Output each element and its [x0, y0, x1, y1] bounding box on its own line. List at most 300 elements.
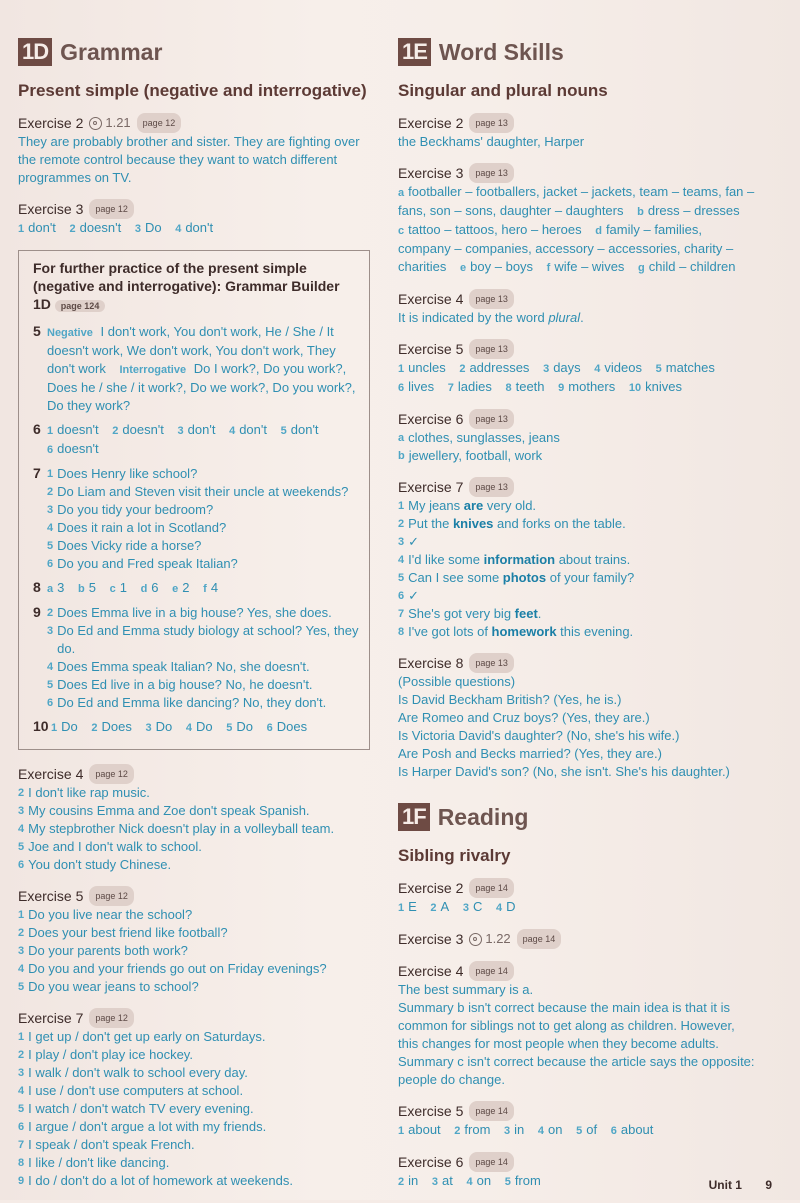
- answer-item: [186, 719, 213, 734]
- item-text: Put the knives and forks on the table.: [408, 516, 626, 531]
- word-skills-exercise-8: Exercise 8 page 13 (Possible questions) Is David Beckham British? (Yes, he is.) Are Romeo and Cruz boys? (Yes, they are.) Is Victoria David's daughter? (No, she's his wife.) Are Posh and Becks married? (Yes, they are.) Is Harper David's son? (No, she isn't. She's his daughter.): [398, 653, 758, 781]
- answer-item: [18, 856, 370, 874]
- item-number: 1: [398, 500, 405, 512]
- answer-item: [430, 899, 449, 914]
- answer-item: [398, 379, 434, 394]
- item-number: 1: [18, 1031, 25, 1043]
- item-text: Do: [155, 719, 173, 734]
- answer-item: [18, 838, 370, 856]
- item-number: 5: [18, 841, 25, 853]
- item-number: 2: [454, 1125, 461, 1137]
- answer-line: Are Posh and Becks married? (Yes, they are.): [398, 746, 662, 761]
- answer-text: They are probably brother and sister. They are fighting over the remote control because they want to watch different programmes on TV.: [18, 134, 360, 185]
- item-text: don't: [187, 422, 216, 437]
- interrogative-label: Interrogative: [119, 364, 187, 376]
- answer-item: [18, 1136, 370, 1154]
- page-ref: page 12: [89, 199, 134, 219]
- page-ref: page 14: [469, 961, 514, 981]
- cd-icon: [469, 933, 482, 946]
- exercise-5: Exercise 5 page 12 1 Do you live near the school? 2 Does your best friend like football? 3 Do your parents both work? 4 Do you and your friends go out on Friday evenings? 5 Do you wear jeans to school?: [18, 886, 370, 996]
- item-text: lives: [408, 379, 435, 394]
- item-number: 4: [398, 554, 405, 566]
- answer-item: [47, 519, 348, 537]
- answer-item: [466, 1173, 491, 1188]
- answer-item: [398, 1122, 441, 1137]
- answer-item: [135, 220, 162, 235]
- item-text: I do / don't do a lot of homework at weekends.: [28, 1173, 293, 1188]
- item-text: I argue / don't argue a lot with my friends.: [28, 1119, 267, 1134]
- item-number: 6: [47, 558, 54, 570]
- item-text: ✓: [408, 534, 420, 549]
- item-number: 5: [576, 1125, 583, 1137]
- answer-item: [141, 580, 159, 595]
- grammar-builder-box: [18, 250, 370, 750]
- answer-item: [18, 924, 370, 942]
- answer-item: [18, 906, 370, 924]
- item-text: 4: [210, 580, 219, 595]
- item-number: 9: [558, 382, 565, 394]
- box-title: For further practice of the present simple (negative and interrogative): Grammar Builder 1D page 124: [33, 260, 340, 312]
- item-number: 4: [47, 522, 54, 534]
- item-number: 5: [655, 363, 662, 375]
- section-title: Word Skills: [438, 38, 564, 65]
- item-number: 6: [18, 1121, 25, 1133]
- item-number: f: [203, 583, 207, 595]
- item-text: mothers: [568, 379, 616, 394]
- answer-item: [398, 551, 758, 569]
- builder-exercise-9: 9 2 Does Emma live in a big house? Yes, she does. 3 Do Ed and Emma study biology at school? Yes, they do. 4 Does Emma speak Italian? No, she doesn't. 5 Does Ed live in a big house? No, he doesn't. 6 Do Ed and Emma like dancing? No, they don't.: [33, 604, 359, 710]
- answer-item: [18, 1064, 370, 1082]
- word-skills-exercise-4: Exercise 4 page 13 It is indicated by the word plural.: [398, 291, 584, 325]
- item-number: 3: [18, 945, 25, 957]
- answer-item: [18, 978, 370, 996]
- item-number: 5: [47, 540, 54, 552]
- item-number: 4: [229, 425, 236, 437]
- word-skills-exercise-2: Exercise 2 page 13 the Beckhams' daughter, Harper: [398, 115, 585, 149]
- answer-item: [47, 483, 348, 501]
- item-number: 10: [628, 382, 642, 394]
- item-number: 2: [398, 518, 405, 530]
- item-number: 4: [466, 1176, 473, 1188]
- page-ref: page 12: [89, 1008, 134, 1028]
- item-number: 3: [462, 902, 469, 914]
- answer-item: [18, 1100, 370, 1118]
- item-number: 5: [504, 1176, 511, 1188]
- answer-item: [398, 587, 758, 605]
- item-number: e: [460, 262, 467, 274]
- answer-item: [505, 1173, 541, 1188]
- exercise-title: Exercise 2: [18, 115, 84, 131]
- item-number: 2: [112, 425, 119, 437]
- item-number: 4: [18, 823, 25, 835]
- answer-item: [18, 1082, 370, 1100]
- item-text: doesn't: [79, 220, 122, 235]
- item-number: 1: [398, 902, 405, 914]
- answer-item: [18, 820, 370, 838]
- page-ref: page 13: [469, 653, 514, 673]
- answer-item: [459, 360, 529, 375]
- item-text: I walk / don't walk to school every day.: [28, 1065, 248, 1080]
- section-title: Grammar: [60, 38, 163, 65]
- answer-item: [18, 1172, 370, 1190]
- item-number: 5: [18, 1103, 25, 1115]
- item-number: 5: [47, 679, 54, 691]
- item-text: You don't study Chinese.: [28, 857, 172, 872]
- answer-item: [18, 1118, 370, 1136]
- answer-item: [656, 360, 715, 375]
- item-text: Do Liam and Steven visit their uncle at weekends?: [57, 484, 349, 499]
- answer-item: [398, 623, 758, 641]
- item-text: dress – dresses: [647, 203, 740, 218]
- answer-item: [47, 555, 348, 573]
- builder-exercise-7: 7 1 Does Henry like school? 2 Do Liam and Steven visit their uncle at weekends? 3 Do you tidy your bedroom? 4 Does it rain a lot in Scotland? 5 Does Vicky ride a horse? 6 Do you and Fred speak Italian?: [33, 465, 349, 571]
- item-text: Do: [61, 719, 78, 734]
- word-skills-exercise-6: Exercise 6 page 13 a clothes, sunglasses, jeans b jewellery, football, work: [398, 409, 758, 465]
- item-text: from: [514, 1173, 541, 1188]
- item-number: 6: [398, 382, 405, 394]
- item-text: jewellery, football, work: [408, 448, 543, 463]
- page-ref: page 14: [517, 929, 562, 949]
- section-header-1f: [398, 803, 758, 831]
- item-text: Do you and Fred speak Italian?: [57, 556, 238, 571]
- answer-item: [175, 220, 213, 235]
- item-text: Do: [144, 220, 162, 235]
- item-text: A: [440, 899, 450, 914]
- section-header-1d: [18, 38, 370, 66]
- answer-item: [70, 220, 122, 235]
- reading-exercise-4: Exercise 4 page 14 The best summary is a. Summary b isn't correct because the main idea is that it is common for siblings not to get along as children. However, this changes for most people when they become adults. Summary c isn't correct because the article says the opposite: people do change.: [398, 961, 758, 1089]
- item-text: in: [408, 1173, 419, 1188]
- item-text: addresses: [469, 360, 530, 375]
- reading-exercise-3: Exercise 3 1.22 page 14: [398, 929, 758, 949]
- item-text: family – families, company – companies, accessory – accessories, charity – charities: [398, 222, 734, 274]
- answer-item: [47, 537, 348, 555]
- item-text: Do Ed and Emma like dancing? No, they don't.: [57, 695, 327, 710]
- answer-item: [398, 569, 758, 587]
- item-number: d: [140, 583, 148, 595]
- section-badge: 1E: [398, 38, 431, 66]
- item-text: E: [408, 899, 417, 914]
- answer-item: [505, 379, 544, 394]
- item-text: My stepbrother Nick doesn't play in a volleyball team.: [28, 821, 335, 836]
- item-text: of: [586, 1122, 598, 1137]
- item-text: knives: [645, 379, 682, 394]
- item-number: 1: [18, 223, 25, 235]
- item-text: Does Emma speak Italian? No, she doesn't.: [57, 659, 310, 674]
- item-text: I use / don't use computers at school.: [28, 1083, 244, 1098]
- answer-item: [178, 422, 216, 437]
- item-number: 1: [398, 1125, 405, 1137]
- answer-item: [47, 501, 348, 519]
- builder-exercise-6: 6 1 doesn't 2 doesn't 3 don't 4 don't 5 don't 6 doesn't: [33, 421, 319, 456]
- answer-item: [454, 1122, 490, 1137]
- item-text: My cousins Emma and Zoe don't speak Spanish.: [28, 803, 310, 818]
- item-number: 6: [610, 1125, 617, 1137]
- builder-exercise-10: 10 1 Do 2 Does 3 Do 4 Do 5 Do 6 Does: [33, 718, 308, 734]
- answer-item: [18, 1028, 370, 1046]
- item-text: don't: [28, 220, 56, 235]
- negative-label: Negative: [47, 327, 93, 339]
- answer-item: [18, 1046, 370, 1064]
- answer-item: [432, 1173, 453, 1188]
- section-header-1e: [398, 38, 758, 66]
- word-skills-exercise-7: Exercise 7 page 13 1 My jeans are very old. 2 Put the knives and forks on the table. 3 ✓ 4 I'd like some information about trains. 5 Can I see some photos of your family? 6 ✓ 7 She's got very big feet. 8 I've got lots of homework this evening.: [398, 477, 758, 641]
- item-number: 3: [504, 1125, 511, 1137]
- item-text: Do you wear jeans to school?: [28, 979, 199, 994]
- item-number: 5: [280, 425, 287, 437]
- item-number: 4: [594, 363, 601, 375]
- item-number: 6: [398, 590, 405, 602]
- answer-item: [229, 422, 267, 437]
- item-number: a: [398, 187, 405, 199]
- audio-track: 1.21: [89, 114, 130, 132]
- answer-item: [18, 1154, 370, 1172]
- reading-exercise-6: Exercise 6 page 14 2 in 3 at 4 on 5 from: [398, 1154, 541, 1188]
- item-number: c: [109, 583, 116, 595]
- builder-exercise-5: 5 Negative I don't work, You don't work, He / She / It doesn't work, We don't work, You don't work, They don't work Interrogative Do I work?, Do you work?, Does he / she / it work?, Do we work?, Do you work?, Do they work?: [33, 323, 356, 413]
- item-text: 6: [151, 580, 159, 595]
- answer-item: [398, 605, 758, 623]
- item-text: Do: [236, 719, 253, 734]
- answer-item: [18, 942, 370, 960]
- item-text: ✓: [408, 588, 420, 603]
- item-number: 2: [47, 486, 54, 498]
- answer-item: [18, 220, 56, 235]
- item-text: She's got very big feet.: [408, 606, 542, 621]
- item-text: Does: [276, 719, 308, 734]
- item-number: 6: [47, 444, 54, 456]
- answer-line: Is David Beckham British? (Yes, he is.): [398, 692, 622, 707]
- item-number: 3: [47, 625, 54, 637]
- item-text: 1: [119, 580, 127, 595]
- item-number: 8: [505, 382, 512, 394]
- answer-item: [460, 259, 533, 274]
- item-text: matches: [665, 360, 715, 375]
- item-text: days: [553, 360, 581, 375]
- answer-item: [47, 441, 99, 456]
- answer-item: [91, 719, 131, 734]
- item-number: f: [546, 262, 551, 274]
- unit-label: Unit 1: [708, 1178, 742, 1192]
- item-number: 2: [18, 927, 25, 939]
- page-ref: page 14: [469, 878, 514, 898]
- page-number: 9: [765, 1178, 772, 1192]
- section-title: Reading: [437, 803, 529, 830]
- answer-item: [112, 422, 164, 437]
- subheading: Sibling rivalry: [398, 846, 511, 865]
- item-text: Do Ed and Emma study biology at school? Yes, they do.: [57, 623, 359, 656]
- exercise-title: Exercise 3: [18, 201, 84, 217]
- item-text: clothes, sunglasses, jeans: [408, 430, 560, 445]
- answer-item: [281, 422, 319, 437]
- left-column: [18, 38, 370, 1202]
- item-text: about: [408, 1122, 441, 1137]
- item-number: 3: [543, 363, 550, 375]
- item-number: 2: [47, 607, 54, 619]
- item-number: b: [77, 583, 85, 595]
- page-ref: page 14: [469, 1101, 514, 1121]
- item-number: d: [595, 225, 602, 237]
- subheading: Singular and plural nouns: [398, 81, 608, 100]
- item-text: 3: [57, 580, 65, 595]
- page-ref: page 13: [469, 289, 514, 309]
- page-ref: page 13: [469, 113, 514, 133]
- page-ref: page 13: [469, 163, 514, 183]
- exercise-4: Exercise 4 page 12 2 I don't like rap music. 3 My cousins Emma and Zoe don't speak Spanish. 4 My stepbrother Nick doesn't play in a volleyball team. 5 Joe and I don't walk to school. 6 You don't study Chinese.: [18, 764, 370, 874]
- item-text: footballer – footballers, jacket – jackets, team – teams, fan – fans, son – sons, daughter – daughters: [398, 184, 755, 218]
- item-number: 4: [18, 1085, 25, 1097]
- answer-item: [629, 379, 682, 394]
- item-text: I'd like some information about trains.: [408, 552, 631, 567]
- item-number: 3: [134, 223, 141, 235]
- item-text: 2: [182, 580, 190, 595]
- item-number: 4: [175, 223, 182, 235]
- item-number: 3: [47, 504, 54, 516]
- answer-item: [576, 1122, 597, 1137]
- item-text: My jeans are very old.: [408, 498, 537, 513]
- item-number: e: [172, 583, 179, 595]
- item-number: g: [638, 262, 645, 274]
- answer-item: [398, 360, 446, 375]
- item-text: Does Emma live in a big house? Yes, she does.: [57, 605, 332, 620]
- item-text: D: [506, 899, 516, 914]
- item-number: 6: [266, 722, 273, 734]
- item-text: Does it rain a lot in Scotland?: [57, 520, 227, 535]
- page-footer: [689, 1178, 772, 1192]
- item-number: 3: [177, 425, 184, 437]
- item-number: a: [47, 583, 54, 595]
- item-text: Can I see some photos of your family?: [408, 570, 635, 585]
- item-number: 6: [47, 697, 54, 709]
- item-number: 3: [18, 1067, 25, 1079]
- answer-item: [637, 203, 740, 218]
- item-text: Do you and your friends go out on Friday evenings?: [28, 961, 327, 976]
- page-ref: page 124: [55, 300, 106, 312]
- item-number: 4: [47, 661, 54, 673]
- item-text: Joe and I don't walk to school.: [28, 839, 202, 854]
- answer-item: [51, 719, 78, 734]
- page-ref: page 13: [469, 409, 514, 429]
- answer-item: [398, 497, 758, 515]
- answer-item: [398, 533, 758, 551]
- section-badge: 1F: [398, 803, 430, 831]
- item-text: wife – wives: [554, 259, 625, 274]
- item-number: 2: [398, 1176, 405, 1188]
- item-text: I've got lots of homework this evening.: [408, 624, 634, 639]
- answer-item: [203, 580, 218, 595]
- page-ref: page 12: [89, 886, 134, 906]
- item-text: Do you tidy your bedroom?: [57, 502, 214, 517]
- answer-item: [172, 580, 189, 595]
- item-text: don't: [290, 422, 319, 437]
- item-text: 5: [88, 580, 96, 595]
- answer-item: [47, 622, 359, 658]
- answer-line: Is Victoria David's daughter? (No, she's his wife.): [398, 728, 680, 743]
- answer-item: [18, 784, 370, 802]
- reading-exercise-2: Exercise 2 page 14 1 E 2 A 3 C 4 D: [398, 880, 516, 914]
- item-text: teeth: [515, 379, 545, 394]
- item-number: 1: [18, 909, 25, 921]
- item-number: 3: [398, 536, 405, 548]
- answer-item: [398, 429, 758, 447]
- item-text: uncles: [408, 360, 446, 375]
- item-text: Does: [101, 719, 132, 734]
- item-number: 1: [51, 722, 58, 734]
- item-text: doesn't: [57, 422, 99, 437]
- item-text: Do: [195, 719, 213, 734]
- page-ref: page 12: [89, 764, 134, 784]
- subheading: Present simple (negative and interrogative): [18, 81, 367, 100]
- answer-item: [504, 1122, 524, 1137]
- answer-line: Summary b isn't correct because the main idea is that it is common for siblings not to get along as children. However, this changes for most people when they become adults. Summary c isn't correct because the article says the opposite: people do change.: [398, 1000, 755, 1087]
- item-number: 3: [18, 805, 25, 817]
- answer-line: (Possible questions): [398, 674, 516, 689]
- item-text: I don't like rap music.: [28, 785, 150, 800]
- item-text: from: [464, 1122, 491, 1137]
- item-number: 7: [447, 382, 454, 394]
- answer-item: [543, 360, 581, 375]
- answer-item: [47, 465, 348, 483]
- item-number: 2: [69, 223, 76, 235]
- answer-line: The best summary is a.: [398, 982, 534, 997]
- cd-icon: [89, 117, 102, 130]
- item-text: don't: [185, 220, 214, 235]
- answer-item: [145, 719, 172, 734]
- right-column: [398, 38, 758, 1203]
- answer-line: Are Romeo and Cruz boys? (Yes, they are.): [398, 710, 650, 725]
- item-text: Does Henry like school?: [57, 466, 198, 481]
- answer-item: [47, 580, 64, 595]
- answer-item: [18, 802, 370, 820]
- item-text: doesn't: [122, 422, 164, 437]
- audio-track: 1.22: [469, 930, 510, 948]
- answer-item: [47, 694, 359, 712]
- item-text: ladies: [457, 379, 492, 394]
- answer-item: [226, 719, 253, 734]
- word-skills-exercise-3: Exercise 3 page 13 a footballer – footballers, jacket – jackets, team – teams, fan – fans, son – sons, daughter – daughters b dress – dresses c tattoo – tattoos, hero – heroes d family – families, company – companies, accessory – accessories, charity – charities e boy – boys f wife – wives g child – children: [398, 165, 755, 274]
- item-number: 2: [459, 363, 466, 375]
- answer-item: [398, 899, 417, 914]
- item-number: 8: [398, 626, 405, 638]
- answer-item: [267, 719, 307, 734]
- answer-item: [47, 658, 359, 676]
- item-number: 1: [47, 468, 54, 480]
- answer-item: [448, 379, 492, 394]
- section-badge: 1D: [18, 38, 52, 66]
- item-number: 1: [398, 363, 405, 375]
- answer-item: [78, 580, 96, 595]
- item-number: 4: [185, 722, 192, 734]
- answer-item: [611, 1122, 654, 1137]
- item-text: I like / don't like dancing.: [28, 1155, 170, 1170]
- item-text: don't: [239, 422, 267, 437]
- item-number: 7: [398, 608, 405, 620]
- answer-item: [547, 259, 625, 274]
- answer-item: [558, 379, 615, 394]
- item-text: I speak / don't speak French.: [28, 1137, 195, 1152]
- answer-item: [463, 899, 483, 914]
- answer-item: [18, 960, 370, 978]
- item-number: 5: [226, 722, 233, 734]
- item-text: Does Vicky ride a horse?: [57, 538, 202, 553]
- item-text: on: [476, 1173, 492, 1188]
- answer-item: [47, 604, 359, 622]
- item-number: 5: [18, 981, 25, 993]
- item-text: Do your parents both work?: [28, 943, 188, 958]
- item-text: boy – boys: [470, 259, 534, 274]
- item-number: 2: [18, 1049, 25, 1061]
- answer-item: [398, 1173, 418, 1188]
